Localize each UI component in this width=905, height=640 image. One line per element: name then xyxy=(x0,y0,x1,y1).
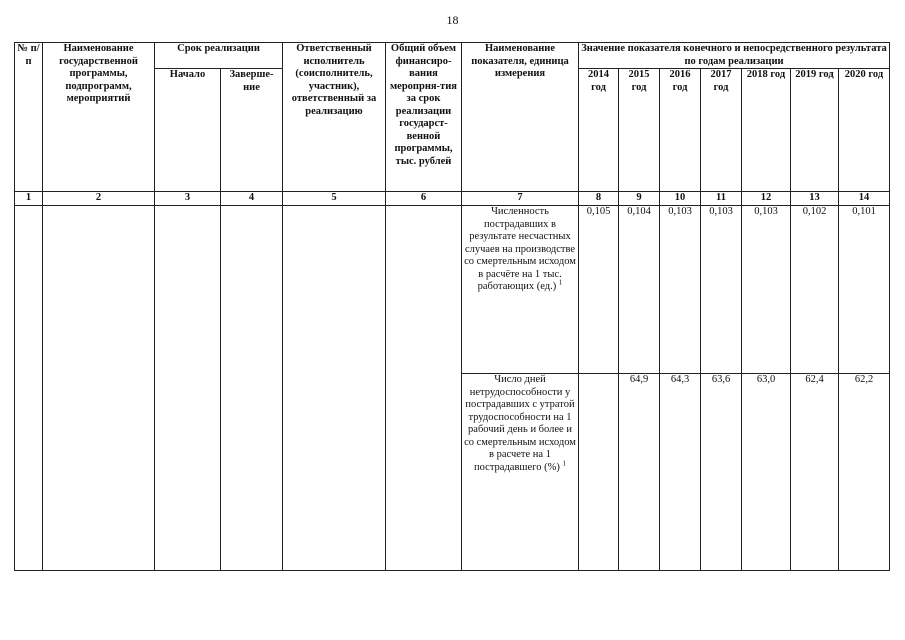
value-cell: 64,3 xyxy=(660,374,701,571)
value-cell: 0,102 xyxy=(791,206,839,374)
header-year: 2017 год xyxy=(701,69,742,192)
value-cell: 63,6 xyxy=(701,374,742,571)
header-year: 2019 год xyxy=(791,69,839,192)
header-year: 2020 год xyxy=(839,69,890,192)
column-number: 10 xyxy=(660,192,701,206)
header-end: Заверше-ние xyxy=(221,69,283,192)
indicator-cell xyxy=(462,206,579,374)
footnote-mark: 1 xyxy=(562,459,566,467)
header-responsible: Ответственный исполнитель (соисполнитель, участник), ответственный за реализацию xyxy=(283,43,386,192)
indicators-table xyxy=(14,42,890,571)
value-cell: 62,2 xyxy=(839,374,890,571)
column-number: 12 xyxy=(742,192,791,206)
header-start: Начало xyxy=(155,69,221,192)
table-row xyxy=(15,206,890,374)
value-cell: 63,0 xyxy=(742,374,791,571)
column-number: 4 xyxy=(221,192,283,206)
column-number: 13 xyxy=(791,192,839,206)
header-num: № п/п xyxy=(15,43,43,192)
value-cell: 0,103 xyxy=(660,206,701,374)
header-year: 2018 год xyxy=(742,69,791,192)
indicator-cell xyxy=(462,374,579,571)
column-number: 8 xyxy=(579,192,619,206)
indicator-text: Число дней нетрудоспособности у пострадавших с утратой трудоспособности на 1 рабочий день и более и со смертельным исходом в расчете на 1 пострадавшего (%) xyxy=(464,374,576,473)
empty-cell xyxy=(221,206,283,571)
column-number: 6 xyxy=(386,192,462,206)
indicator-text: Численность пострадавших в результате несчастных случаев на производстве со смертельным исходом в расчёте на 1 тыс. работающих (ед.) xyxy=(464,206,576,292)
header-values-group: Значение показателя конечного и непосредственного результата по годам реализации xyxy=(579,43,890,69)
column-number: 5 xyxy=(283,192,386,206)
header-year: 2014 год xyxy=(579,69,619,192)
value-cell: 0,104 xyxy=(619,206,660,374)
column-number: 9 xyxy=(619,192,660,206)
page-number: 18 xyxy=(446,13,459,27)
header-year: 2015 год xyxy=(619,69,660,192)
header-year: 2016 год xyxy=(660,69,701,192)
value-cell: 0,103 xyxy=(742,206,791,374)
empty-cell xyxy=(155,206,221,571)
value-cell: 0,105 xyxy=(579,206,619,374)
footnote-mark: 1 xyxy=(558,278,563,287)
value-cell: 64,9 xyxy=(619,374,660,571)
header-period: Срок реализации xyxy=(155,43,283,69)
value-cell: 62,4 xyxy=(791,374,839,571)
header-indicator: Наименование показателя, единица измерения xyxy=(462,43,579,192)
column-number: 2 xyxy=(43,192,155,206)
value-cell: 0,101 xyxy=(839,206,890,374)
column-number: 11 xyxy=(701,192,742,206)
column-number: 1 xyxy=(15,192,43,206)
column-number: 3 xyxy=(155,192,221,206)
empty-cell xyxy=(283,206,386,571)
empty-cell xyxy=(386,206,462,571)
empty-cell xyxy=(15,206,43,571)
column-number: 7 xyxy=(462,192,579,206)
column-number: 14 xyxy=(839,192,890,206)
value-cell xyxy=(579,374,619,571)
value-cell: 0,103 xyxy=(701,206,742,374)
empty-cell xyxy=(43,206,155,571)
header-name: Наименование государственной программы, подпрограмм, мероприятий xyxy=(43,43,155,192)
header-funding: Общий объем финансиро-вания меропрня-тия за срок реализации государст-венной программы, тыс. рублей xyxy=(386,43,462,192)
